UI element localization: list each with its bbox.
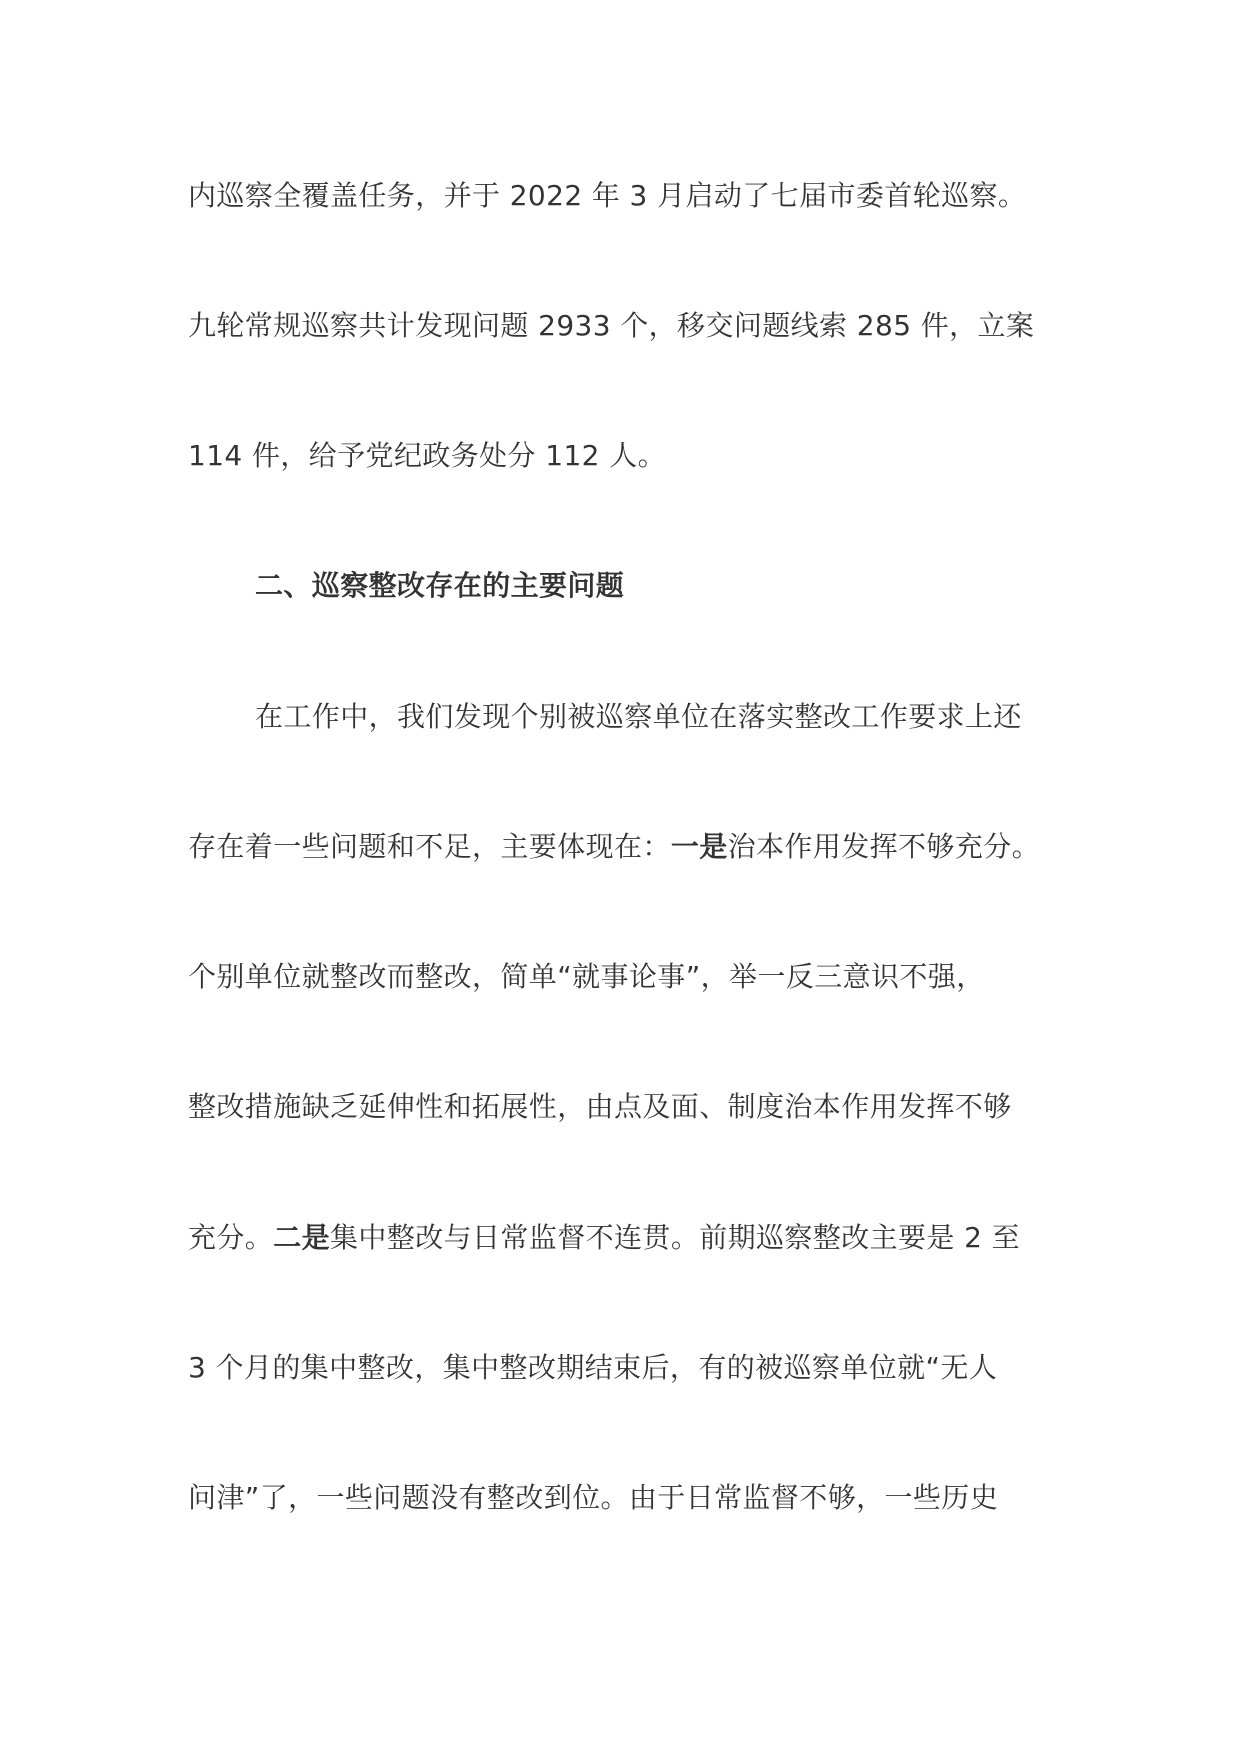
paragraph-text: 充分。 [188,1221,274,1254]
paragraph-line: 问津”了，一些问题没有整改到位。由于日常监督不够，一些历史 [188,1481,999,1514]
paragraph-line [188,827,1068,867]
text-line: 九轮常规巡察共计发现问题 2933 个，移交问题线索 285 件，立案 [188,309,1035,342]
section-heading: 二、巡察整改存在的主要问题 [255,569,625,602]
emphasis-first: 一是 [670,830,728,863]
paragraph-text: 存在着一些问题和不足，主要体现在： [188,830,671,863]
paragraph-line: 3 个月的集中整改，集中整改期结束后，有的被巡察单位就“无人 [188,1351,998,1384]
paragraph-text: 治本作用发挥不够充分。 [727,830,1041,863]
paragraph-line: 在工作中，我们发现个别被巡察单位在落实整改工作要求上还 [255,700,1022,733]
paragraph-text: 集中整改与日常监督不连贯。前期巡察整改主要是 2 至 [330,1221,1021,1254]
paragraph-line: 个别单位就整改而整改，简单“就事论事”，举一反三意识不强， [188,960,985,993]
paragraph-line [188,1218,1068,1258]
emphasis-second: 二是 [273,1221,331,1254]
paragraph-line: 整改措施缺乏延伸性和拓展性，由点及面、制度治本作用发挥不够 [188,1090,1012,1123]
text-line: 114 件，给予党纪政务处分 112 人。 [188,439,666,472]
text-line: 内巡察全覆盖任务，并于 2022 年 3 月启动了七届市委首轮巡察。 [188,179,1027,212]
